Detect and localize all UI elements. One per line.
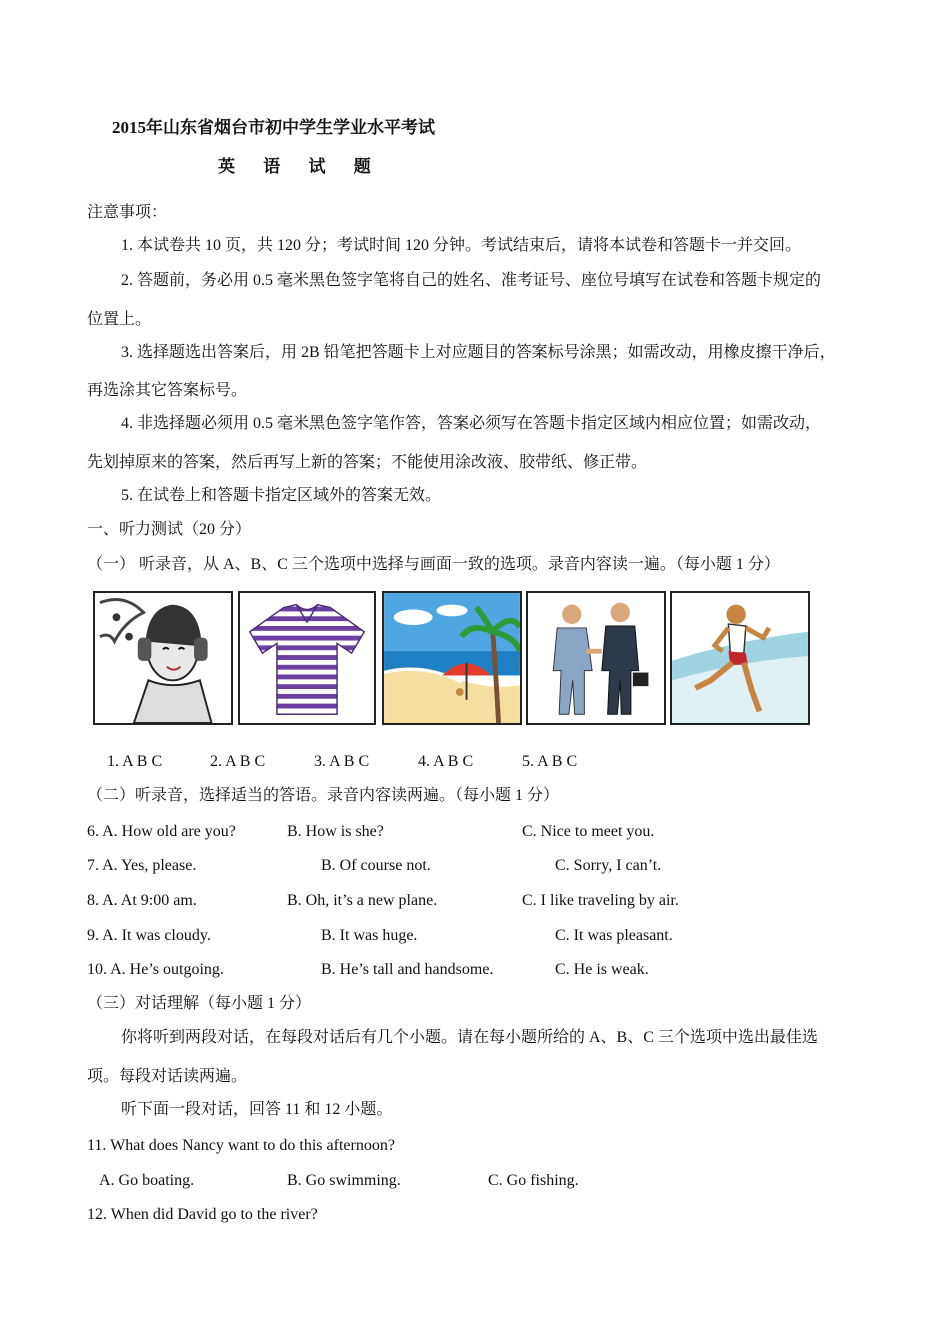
question-6-option-a: 6. A. How old are you?: [87, 823, 236, 840]
part3-listen-note: 听下面一段对话，回答 11 和 12 小题。: [121, 1101, 393, 1118]
question-8-option-c: C. I like traveling by air.: [522, 892, 679, 909]
question-7-option-b: B. Of course not.: [321, 857, 431, 874]
part1-instruction: （一） 听录音，从 A、B、C 三个选项中选择与画面一致的选项。录音内容读一遍。（每小题 1 分）: [87, 556, 780, 573]
question-12: 12. When did David go to the river?: [87, 1206, 318, 1223]
question-8-option-a: 8. A. At 9:00 am.: [87, 892, 197, 909]
question-6-option-b: B. How is she?: [287, 823, 384, 840]
notice-item-3: 3. 选择题选出答案后，用 2B 铅笔把答题卡上对应题目的答案标号涂黑；如需改动，用橡皮擦干净后，: [121, 344, 836, 361]
answer-choice-2: 2. A B C: [210, 753, 266, 770]
answer-choice-4: 4. A B C: [418, 753, 474, 770]
section-heading: 一、听力测试（20 分）: [87, 521, 252, 538]
notice-item-5: 5. 在试卷上和答题卡指定区域外的答案无效。: [121, 487, 442, 504]
answer-choice-1: 1. A B C: [107, 753, 163, 770]
picture-beach: [382, 591, 522, 725]
part3-intro: 你将听到两段对话，在每段对话后有几个小题。请在每小题所给的 A、B、C 三个选项中选出最佳选: [121, 1029, 818, 1046]
notice-item-1: 1. 本试卷共 10 页，共 120 分；考试时间 120 分钟。考试结束后，请将本试卷和答题卡一并交回。: [121, 237, 802, 254]
picture-striped-shirt: [238, 591, 376, 725]
answer-choice-5: 5. A B C: [522, 753, 578, 770]
notice-item-3-cont: 再选涂其它答案标号。: [87, 382, 248, 399]
question-11-option-b: B. Go swimming.: [287, 1172, 401, 1189]
question-7-option-c: C. Sorry, I can’t.: [555, 857, 662, 874]
question-6-option-c: C. Nice to meet you.: [522, 823, 655, 840]
exam-title: 2015年山东省烟台市初中学生学业水平考试: [112, 118, 435, 137]
question-8-option-b: B. Oh, it’s a new plane.: [287, 892, 438, 909]
question-11: 11. What does Nancy want to do this afternoon?: [87, 1137, 395, 1154]
question-7-option-a: 7. A. Yes, please.: [87, 857, 197, 874]
notice-item-4: 4. 非选择题必须用 0.5 毫米黑色签字笔作答，答案必须写在答题卡指定区域内相应位置；如需改动，: [121, 415, 822, 432]
notice-heading: 注意事项：: [87, 204, 168, 221]
picture-runner: [670, 591, 810, 725]
picture-woman-headphones: [93, 591, 233, 725]
exam-subtitle: 英 语 试 题: [218, 157, 383, 176]
question-9-option-b: B. It was huge.: [321, 927, 418, 944]
question-11-option-a: A. Go boating.: [99, 1172, 195, 1189]
notice-item-2: 2. 答题前，务必用 0.5 毫米黑色签字笔将自己的姓名、准考证号、座位号填写在试卷和答题卡规定的: [121, 272, 822, 289]
notice-item-2-cont: 位置上。: [87, 311, 152, 328]
question-10-option-c: C. He is weak.: [555, 961, 649, 978]
question-9-option-a: 9. A. It was cloudy.: [87, 927, 211, 944]
part2-instruction: （二）听录音，选择适当的答语。录音内容读两遍。（每小题 1 分）: [87, 787, 560, 804]
notice-item-4-cont: 先划掉原来的答案，然后再写上新的答案；不能使用涂改液、胶带纸、修正带。: [87, 454, 648, 471]
question-11-option-c: C. Go fishing.: [488, 1172, 579, 1189]
picture-handshake: [526, 591, 666, 725]
part3-heading: （三）对话理解（每小题 1 分）: [87, 995, 312, 1012]
question-9-option-c: C. It was pleasant.: [555, 927, 673, 944]
question-10-option-b: B. He’s tall and handsome.: [321, 961, 494, 978]
answer-choice-3: 3. A B C: [314, 753, 370, 770]
part3-intro-cont: 项。每段对话读两遍。: [87, 1068, 248, 1085]
question-10-option-a: 10. A. He’s outgoing.: [87, 961, 224, 978]
